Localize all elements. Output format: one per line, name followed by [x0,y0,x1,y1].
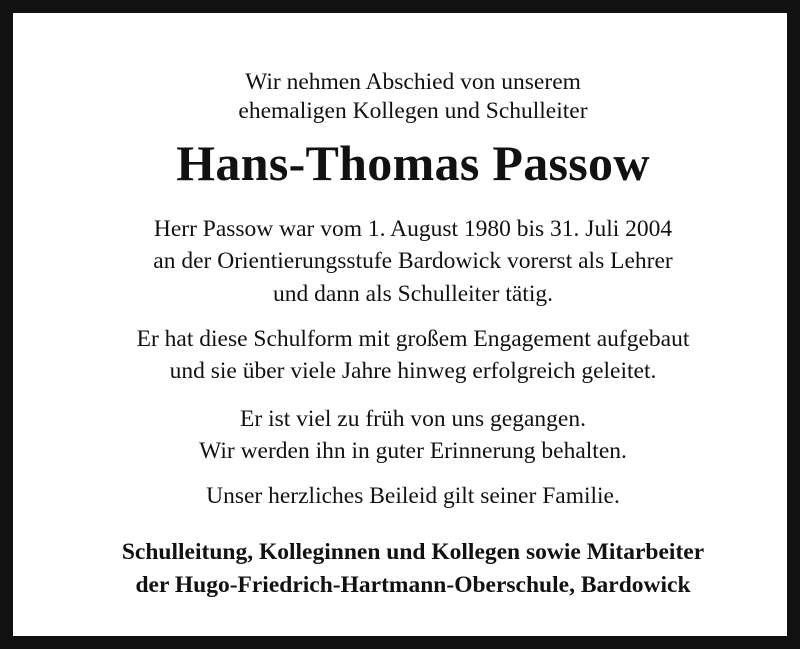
intro-line-1: Wir nehmen Abschied von unserem [245,69,581,95]
obituary-notice [26,26,800,649]
career-line-3: und dann als Schulleiter tätig. [273,281,553,307]
signature-line-1: Schulleitung, Kolleginnen und Kollegen sowie Mitarbeiter [121,539,705,565]
signature-line-2: der Hugo-Friedrich-Hartmann-Oberschule, Bardowick [135,572,691,598]
career-line-2: an der Orientierungsstufe Bardowick vorerst als Lehrer [153,248,673,274]
intro-line-2: ehemaligen Kollegen und Schulleiter [238,98,588,124]
condolence-text: Unser herzliches Beileid gilt seiner Familie. [206,483,620,509]
farewell-line-2: Wir werden ihn in guter Erinnerung behalten. [199,438,627,464]
tribute-line-1: Er hat diese Schulform mit großem Engagement aufgebaut [136,326,690,352]
career-line-1: Herr Passow war vom 1. August 1980 bis 31. Juli 2004 [153,216,673,242]
farewell-line-1: Er ist viel zu früh von uns gegangen. [240,406,586,432]
tribute-line-2: und sie über viele Jahre hinweg erfolgreich geleitet. [169,358,657,384]
deceased-name: Hans-Thomas Passow [176,135,650,191]
